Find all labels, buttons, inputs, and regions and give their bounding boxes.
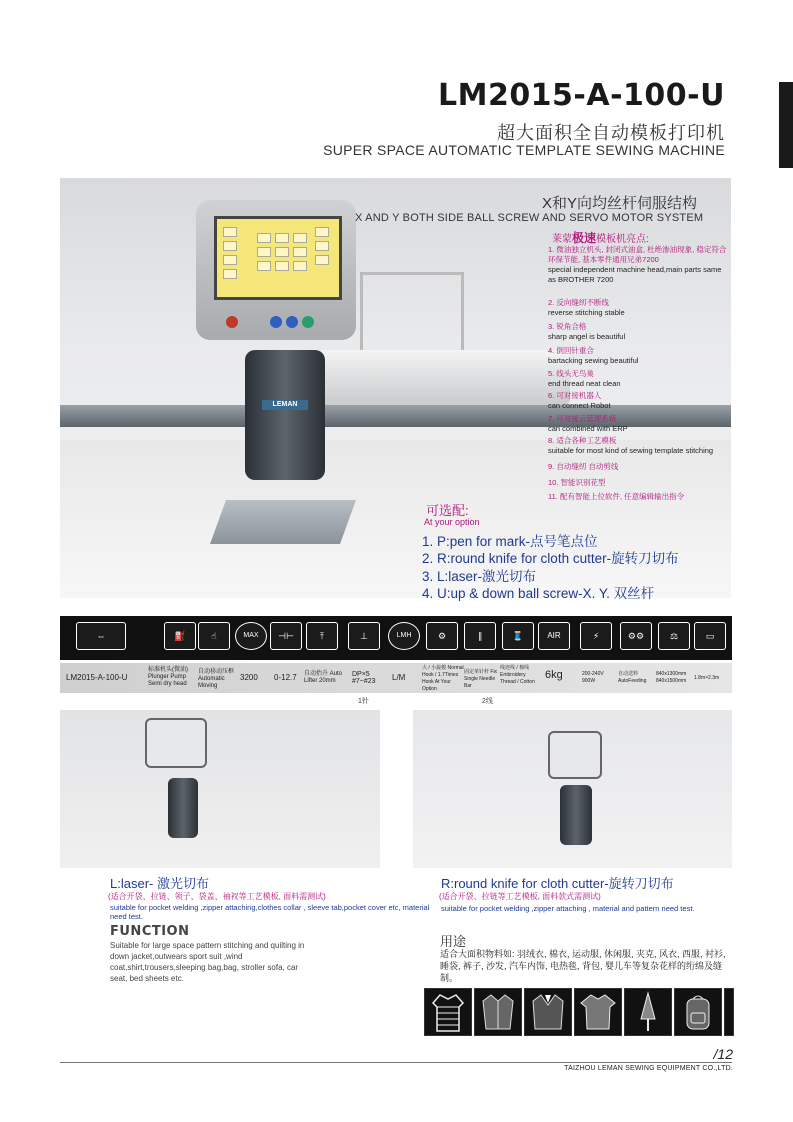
stop-button (226, 316, 238, 328)
spec-feeding: 自动送料 AutoFeeding (618, 671, 647, 684)
max-speed-icon: MAX (235, 622, 267, 650)
page-number: /12 (713, 1046, 733, 1062)
knife-desc-cn: (适合开袋、拉链等工艺模板, 面料款式需测试) (439, 892, 601, 901)
company-name: TAIZHOU LEMAN SEWING EQUIPMENT CO.,LTD. (564, 1065, 733, 1072)
weight-icon: ⚖ (658, 622, 690, 650)
structure-en: X AND Y BOTH SIDE BALL SCREW AND SERVO MOTOR SYSTEM (355, 212, 704, 224)
start-button (270, 316, 282, 328)
model-title: LM2015-A-100-U (437, 78, 725, 113)
spec-needle-count: 1针 (358, 698, 369, 705)
spec-lift: 自动抬升 Auto Lifter 20mm (304, 671, 343, 684)
option-title-en: At your option (424, 517, 480, 527)
jacket-icon (474, 988, 522, 1036)
knife-title: R:round knife for cloth cutter-旋转刀切布 (441, 876, 674, 891)
spec-moving: 自动移动压框 Automatic Moving (198, 669, 235, 689)
function-body: Suitable for large space pattern stitching and quilting in down jacket,outwears sport suit ,wind coat,shirt,trousers,sleeping bag,bag, stroller sofa, car seat, bed sheets etc. (110, 941, 305, 983)
thread-stand (360, 272, 464, 355)
down-jacket-icon (424, 988, 472, 1036)
feature-2: 2. 反向缝纫不断线 reverse stitching stable (548, 298, 625, 317)
laser-photo-panel (145, 718, 207, 768)
spec-weight: 6kg (545, 669, 563, 681)
knife-photo-head (560, 785, 592, 845)
features-title: 莱蒙极速模板机亮点: (552, 231, 649, 245)
power-button (302, 316, 314, 328)
feature-11: 11. 配有智能上位软件, 任意编辑输出指令 (548, 492, 685, 501)
stitch-length-icon: ⊣⊢ (270, 622, 302, 650)
shirt-icon (574, 988, 622, 1036)
spec-needle-bar: 固定单针杆 Fix Single Needle Bar (464, 669, 498, 689)
spec-thread-count: 2线 (482, 698, 493, 705)
hook-icon: LMH (388, 622, 420, 650)
mode-button (286, 316, 298, 328)
sewing-area-icon: ⇔ (76, 622, 126, 650)
knife-photo-panel (548, 731, 602, 779)
needle-bar-2-icon: ∥ (464, 622, 496, 650)
option-laser: 3. L:laser-激光切布 (422, 569, 537, 584)
umbrella-icon (624, 988, 672, 1036)
spec-hook: 大 / 小旋梭 Normal Hook / 1.7Times Hook At Your Option (422, 665, 464, 692)
footer-divider (60, 1062, 732, 1063)
air-icon: AIR (538, 622, 570, 650)
suit-icon (524, 988, 572, 1036)
laser-desc-en: suitable for pocket welding ,zipper attaching,clothes collar , sleeve tab,pocket cover etc, material need test. (110, 903, 430, 921)
operation-icon: ☝ (198, 622, 230, 650)
touch-screen (214, 216, 342, 300)
function-title: FUNCTION (110, 924, 190, 939)
option-ball-screw: 4. U:up & down ball screw-X. Y. 双丝杆 (422, 586, 655, 601)
option-pen: 1. P:pen for mark-点号笔点位 (422, 534, 598, 549)
feature-1: 1. 微油独立机头, 封闭式油盒, 杜绝渗油现象, 稳定符合环保节能, 基本零件通用兄弟7200 special independent machine head,main parts same as BROTHER 7200 (548, 245, 727, 284)
spec-head: 标准机头(微油) Plunger Pump Semi dry head (148, 667, 188, 687)
title-en: SUPER SPACE AUTOMATIC TEMPLATE SEWING MACHINE (323, 142, 725, 158)
usage-title: 用途 (440, 934, 467, 949)
laser-title: L:laser- 激光切布 (110, 876, 209, 891)
power-icon: ⚡ (580, 622, 612, 650)
spec-icon-strip (60, 616, 732, 660)
spec-stitch: 0-12.7 (274, 673, 297, 682)
spec-thread: 线迹线 / 棉线 Embroidery Thread / Cotton (500, 665, 535, 685)
brand-logo: LEMAN (262, 400, 308, 410)
size-icon: ▭ (694, 622, 726, 650)
spec-model: LM2015-A-100-U (66, 673, 128, 682)
feature-6: 6. 可对接机器人 can connect Robot (548, 391, 611, 410)
feature-4: 4. 倒回针重合 bartacking sewing beautiful (548, 346, 639, 365)
template-plate (210, 500, 356, 544)
oil-icon: ⛽ (164, 622, 196, 650)
feature-9: 9. 自动缝纫 自动剪线 (548, 462, 619, 471)
feature-10: 10. 智能识别花型 (548, 478, 606, 487)
option-title-cn: 可选配: (426, 503, 469, 518)
presser-lift-icon: ⤒ (306, 622, 338, 650)
usage-body: 适合大面积物料如: 羽绒衣, 棉衣, 运动服, 休闲服, 夹克, 风衣, 西服, 衬衫, 睡袋, 裤子, 沙发, 汽车内饰, 电热毯, 背包, 婴儿车等复杂花样的绗绵及缝制。 (440, 949, 726, 983)
feeding-icon: ⚙⚙ (620, 622, 652, 650)
backpack-icon (674, 988, 722, 1036)
feature-5: 5. 线头无鸟巢 end thread neat clean (548, 369, 621, 388)
spec-area: 840x1300mm 840x1500mm (656, 671, 687, 684)
structure-cn: X和Y向均丝杆伺服结构 (542, 195, 698, 212)
thread-icon: 🧵 (502, 622, 534, 650)
spec-needle: DP×5 #7~#23 (352, 671, 376, 685)
machine-arm (300, 350, 570, 405)
laser-photo (60, 710, 380, 868)
feature-8: 8. 适合各种工艺模板 suitable for most kind of sewing template stitching (548, 436, 714, 455)
spec-values-strip (60, 663, 732, 693)
spec-hook-type: L/M (392, 673, 406, 682)
needle-icon: ⊥ (348, 622, 380, 650)
machine-head (245, 350, 325, 480)
feature-7: 7. 可对接云管理系统 can combined with ERP (548, 414, 628, 433)
laser-photo-head (168, 778, 198, 838)
needle-bar-icon: ⚙ (426, 622, 458, 650)
spec-power: 200-240V 900W (582, 671, 604, 684)
section-tab (779, 82, 793, 168)
laser-desc-cn: (适合开袋、拉链、领子、袋盖、袖衩等工艺模板, 面料需测试) (108, 892, 326, 901)
title-cn: 超大面积全自动模板打印机 (497, 123, 725, 143)
feature-3: 3. 锐角合格 sharp angel is beautiful (548, 322, 626, 341)
spec-size: 1.8m×2.3m (694, 675, 720, 681)
spec-speed: 3200 (240, 673, 258, 682)
option-knife: 2. R:round knife for cloth cutter-旋转刀切布 (422, 551, 679, 566)
stroller-icon (724, 988, 734, 1036)
knife-desc-en: suitable for pocket welding ,zipper attaching , material and pattern need test. (441, 904, 695, 913)
